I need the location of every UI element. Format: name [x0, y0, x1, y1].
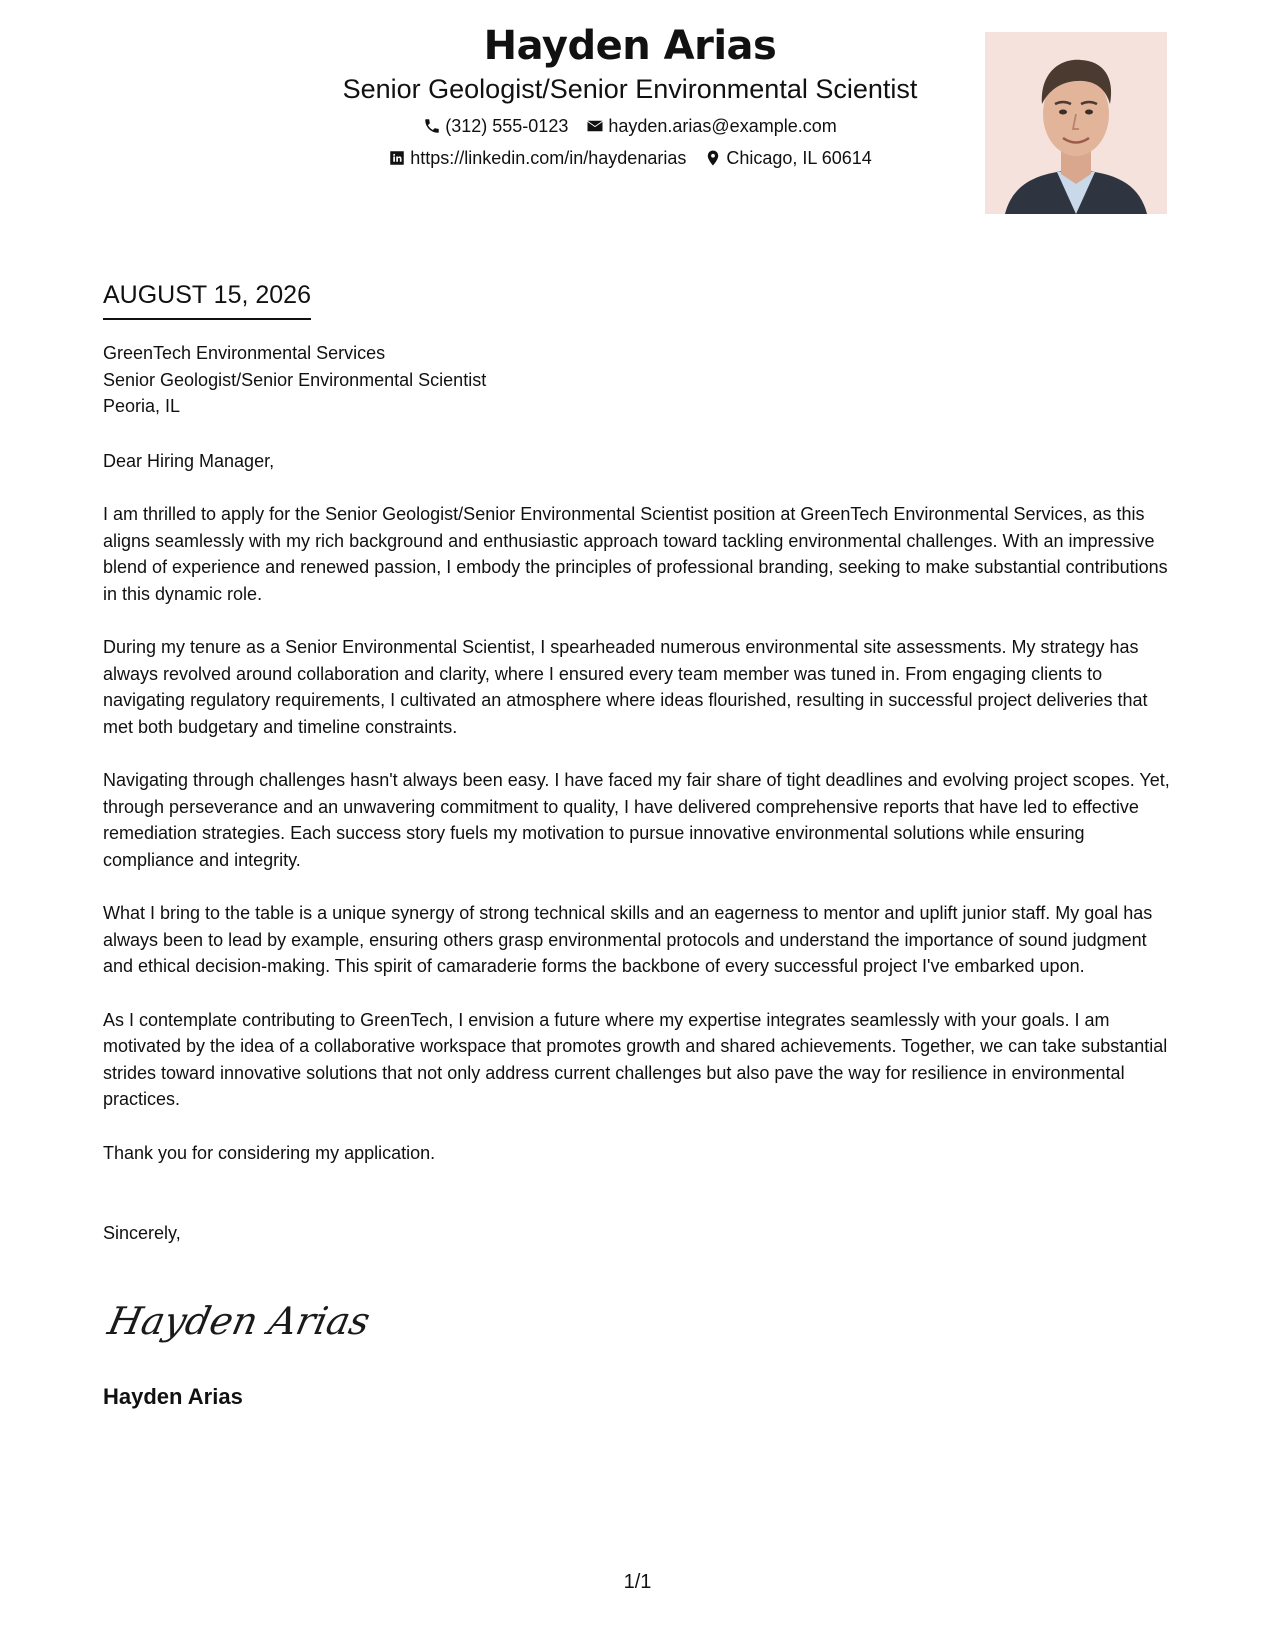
phone-text: (312) 555-0123 [445, 116, 569, 136]
applicant-title: Senior Geologist/Senior Environmental Scientist [342, 74, 918, 104]
location-contact [704, 146, 871, 170]
letter-body [103, 340, 1175, 1247]
applicant-name: Hayden Arias [483, 23, 777, 69]
recipient-block [103, 340, 1175, 420]
recipient-location: Peoria, IL [103, 396, 181, 416]
email-text: hayden.arias@example.com [608, 116, 837, 136]
page-number: 1/1 [623, 1571, 652, 1593]
linkedin-text: https://linkedin.com/in/haydenarias [410, 148, 687, 168]
closing: Sincerely, [103, 1223, 181, 1243]
linkedin-contact [388, 146, 686, 170]
envelope-icon [586, 117, 604, 135]
handwritten-signature [103, 1292, 374, 1352]
phone-contact [423, 114, 568, 138]
location-text: Chicago, IL 60614 [726, 148, 872, 168]
portrait-image [985, 32, 1167, 214]
paragraph-5: As I contemplate contributing to GreenTech, I envision a future where my expertise integrates seamlessly with your goals. I am motivated by the idea of a collaborative workspace that promotes growth and shared achievements. Together, we can take substantial strides toward innovative solutions that not only address current challenges but also pave the way for resilience in environmental practices. [103, 1009, 1168, 1109]
letter-date: AUGUST 15, 2026 [103, 278, 311, 320]
paragraph-2: During my tenure as a Senior Environmental Scientist, I spearheaded numerous environmental site assessments. My strategy has always revolved around collaboration and clarity, where I ensured every team member was tuned in. From engaging clients to navigating regulatory requirements, I cultivated an atmosphere where ideas flourished, resulting in successful project deliveries that met both budgetary and timeline constraints. [103, 637, 1148, 737]
contact-line-2 [200, 146, 1060, 170]
phone-icon [423, 117, 441, 135]
recipient-position: Senior Geologist/Senior Environmental Scientist [103, 369, 487, 390]
paragraph-1: I am thrilled to apply for the Senior Geologist/Senior Environmental Scientist position at GreenTech Environmental Services, as this aligns seamlessly with my rich background and enthusiastic approach toward tackling environmental challenges. With an impressive blend of experience and renewed passion, I embody the principles of professional branding, seeking to make substantial contributions in this dynamic role. [103, 504, 1168, 604]
signature-image [103, 1292, 374, 1352]
paragraph-3: Navigating through challenges hasn't always been easy. I have faced my fair share of tight deadlines and evolving project scopes. Yet, through perseverance and an unwavering commitment to quality, I have delivered comprehensive reports that have led to effective remediation strategies. Each success story fuels my motivation to pursue innovative environmental solutions while ensuring compliance and integrity. [103, 770, 1170, 870]
email-contact [586, 114, 836, 138]
signer-name: Hayden Arias [103, 1384, 243, 1409]
closing-thanks: Thank you for considering my application. [103, 1142, 436, 1163]
paragraph-4: What I bring to the table is a unique synergy of strong technical skills and an eagerness to mentor and uplift junior staff. My goal has always been to lead by example, ensuring others grasp environmental protocols and understand the importance of sound judgment and ethical decision-making. This spirit of camaraderie forms the backbone of every successful project I've embarked upon. [103, 903, 1153, 976]
salutation: Dear Hiring Manager, [103, 450, 275, 471]
letter-header [200, 20, 1060, 170]
contact-line-1 [200, 114, 1060, 138]
linkedin-icon [388, 149, 406, 167]
map-pin-icon [704, 149, 722, 167]
profile-photo [985, 32, 1167, 214]
recipient-company: GreenTech Environmental Services [103, 343, 386, 363]
svg-text:Hayden Arias: Hayden Arias [103, 1299, 374, 1344]
